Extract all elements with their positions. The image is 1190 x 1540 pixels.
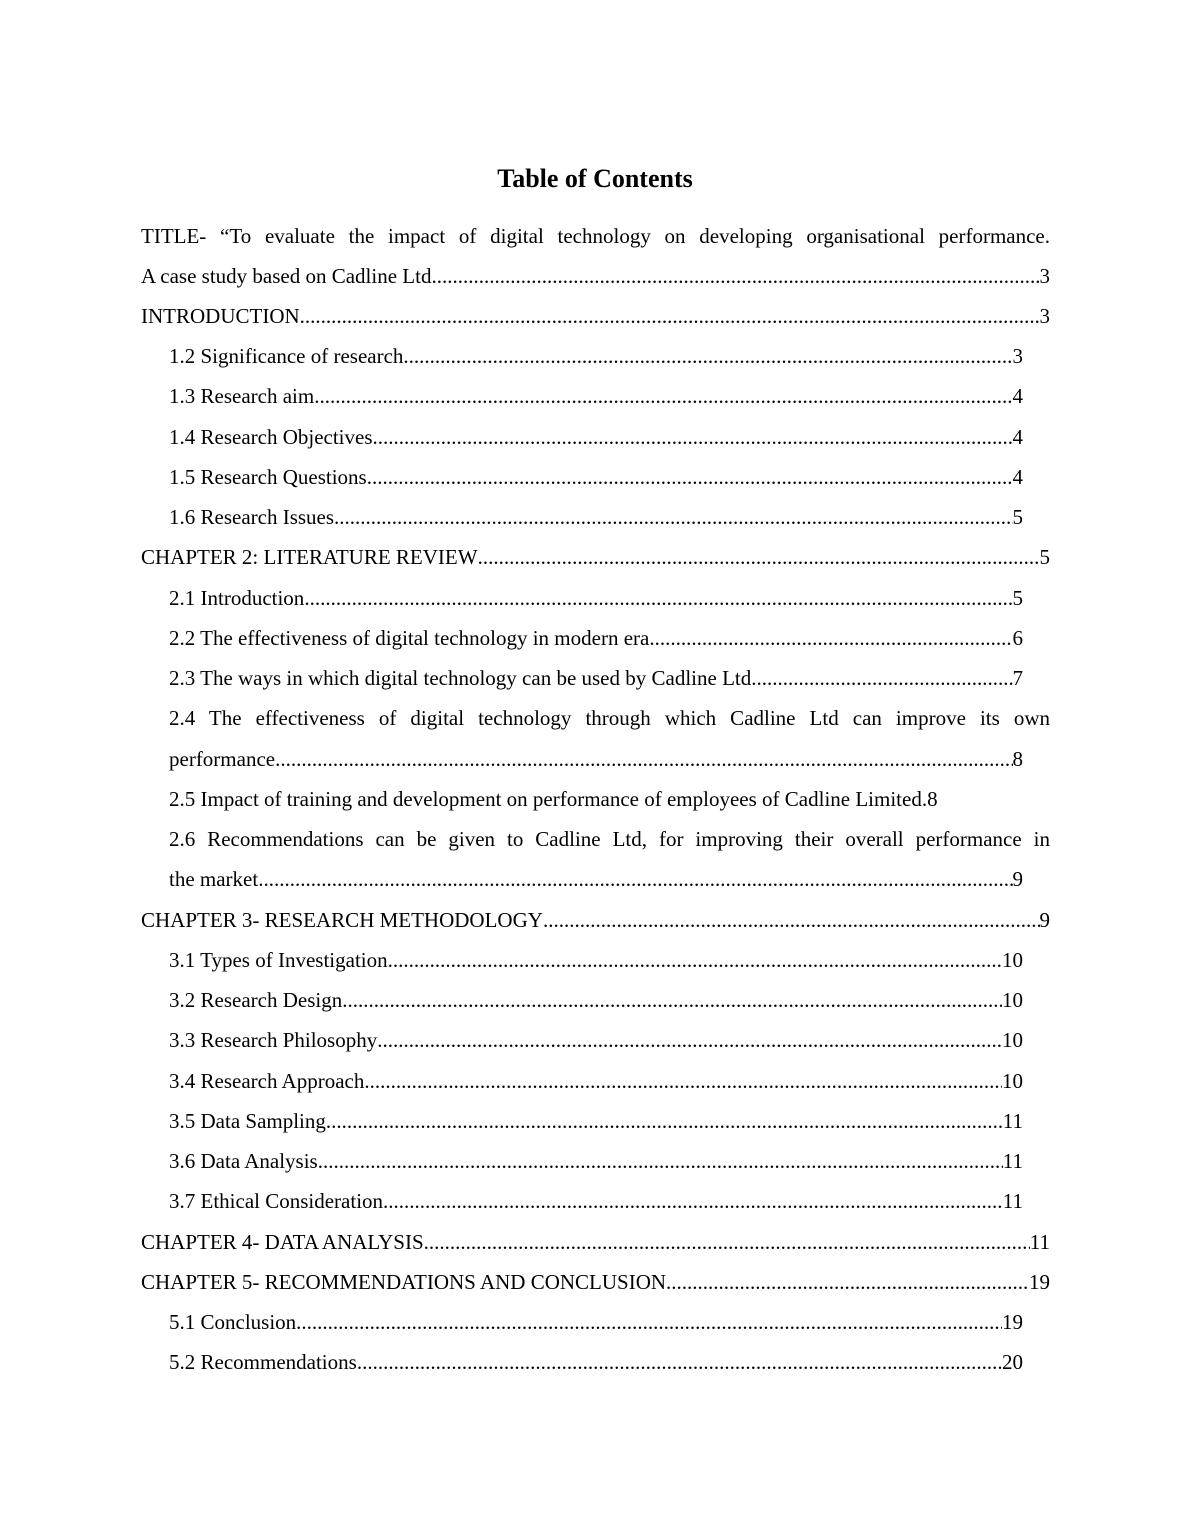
toc-page-number: 3 bbox=[1012, 344, 1023, 368]
toc-leader-dots bbox=[326, 1106, 1003, 1136]
toc-leader-dots bbox=[318, 1146, 1003, 1176]
toc-page-number: 19 bbox=[1002, 1310, 1023, 1334]
toc-entry-text: 5.1 Conclusion bbox=[169, 1310, 297, 1334]
toc-page-number: 20 bbox=[1002, 1350, 1023, 1374]
toc-page-number: 8 bbox=[927, 787, 938, 811]
toc-leader-dots bbox=[649, 623, 1012, 653]
toc-entry-text: 2.1 Introduction bbox=[169, 586, 305, 610]
toc-entry[interactable] bbox=[141, 261, 1050, 291]
toc-page-number: 10 bbox=[1002, 1028, 1023, 1052]
toc-page-number: 9 bbox=[1012, 867, 1023, 891]
toc-entry[interactable] bbox=[169, 1186, 1023, 1216]
toc-entry-text: 3.3 Research Philosophy bbox=[169, 1028, 378, 1052]
toc-entry[interactable] bbox=[141, 542, 1050, 572]
toc-leader-dots bbox=[300, 301, 1040, 331]
toc-page-number: 5 bbox=[1012, 586, 1023, 610]
toc-leader-dots bbox=[334, 502, 1012, 532]
toc-entry[interactable] bbox=[169, 1106, 1023, 1136]
toc-entry-line1: 2.4 The effectiveness of digital technology through which Cadline Ltd can improve its own bbox=[169, 706, 1050, 730]
toc-leader-dots bbox=[373, 422, 1013, 452]
toc-entry[interactable] bbox=[169, 744, 1023, 774]
toc-page-number: 3 bbox=[1039, 264, 1050, 288]
toc-entry[interactable] bbox=[169, 985, 1023, 1015]
toc-leader-dots bbox=[296, 1307, 1002, 1337]
toc-page-number: 8 bbox=[1012, 747, 1023, 771]
toc-leader-dots bbox=[314, 381, 1012, 411]
toc-page-number: 4 bbox=[1012, 465, 1023, 489]
toc-page-number: 11 bbox=[1002, 1109, 1023, 1133]
toc-entry-text: 2.2 The effectiveness of digital technology in modern era bbox=[169, 626, 650, 650]
toc-entry-text: CHAPTER 2: LITERATURE REVIEW bbox=[141, 545, 478, 569]
toc-page-number: 7 bbox=[1012, 666, 1023, 690]
toc-leader-dots bbox=[666, 1267, 1029, 1297]
toc-leader-dots bbox=[478, 542, 1040, 572]
toc-title: Table of Contents bbox=[497, 164, 693, 193]
toc-entry[interactable] bbox=[169, 623, 1023, 653]
toc-leader-dots bbox=[377, 1025, 1002, 1055]
toc-page-number: 19 bbox=[1029, 1270, 1050, 1294]
toc-entry-text: 1.3 Research aim bbox=[169, 384, 315, 408]
toc-entry-text: 1.5 Research Questions bbox=[169, 465, 367, 489]
toc-page-number: 10 bbox=[1002, 988, 1023, 1012]
toc-leader-dots bbox=[342, 985, 1002, 1015]
toc-leader-dots bbox=[424, 1227, 1030, 1257]
toc-entry-title-line1: TITLE- “To evaluate the impact of digital technology on developing organisational performance. bbox=[141, 224, 1050, 248]
toc-entry-text: 2.5 Impact of training and development on performance of employees of Cadline Limited. bbox=[169, 787, 928, 811]
toc-entry[interactable] bbox=[169, 381, 1023, 411]
toc-page-number: 11 bbox=[1002, 1149, 1023, 1173]
toc-leader-dots bbox=[367, 462, 1013, 492]
toc-leader-dots bbox=[304, 583, 1012, 613]
toc-page-number: 10 bbox=[1002, 948, 1023, 972]
toc-page-number: 3 bbox=[1039, 304, 1050, 328]
toc-entry[interactable] bbox=[169, 1347, 1023, 1377]
toc-entry-text: INTRODUCTION bbox=[141, 304, 300, 328]
toc-entry-text: 3.4 Research Approach bbox=[169, 1069, 365, 1093]
toc-entry-text: 3.5 Data Sampling bbox=[169, 1109, 326, 1133]
toc-entry[interactable] bbox=[141, 905, 1050, 935]
toc-entry-text: CHAPTER 3- RESEARCH METHODOLOGY bbox=[141, 908, 543, 932]
toc-entry-text: 3.7 Ethical Consideration bbox=[169, 1189, 384, 1213]
toc-leader-dots bbox=[431, 261, 1039, 291]
toc-leader-dots bbox=[388, 945, 1002, 975]
toc-page-number: 5 bbox=[1039, 545, 1050, 569]
toc-entry[interactable] bbox=[169, 1025, 1023, 1055]
toc-page-number: 4 bbox=[1012, 384, 1023, 408]
toc-leader-dots bbox=[364, 1066, 1002, 1096]
toc-entry-text: A case study based on Cadline Ltd bbox=[141, 264, 432, 288]
toc-page-number: 6 bbox=[1012, 626, 1023, 650]
toc-entry[interactable] bbox=[169, 1307, 1023, 1337]
toc-entry[interactable] bbox=[169, 502, 1023, 532]
toc-entry[interactable] bbox=[169, 422, 1023, 452]
toc-entry-text: 3.6 Data Analysis bbox=[169, 1149, 318, 1173]
toc-entry[interactable] bbox=[169, 784, 1023, 814]
toc-entry-line1: 2.6 Recommendations can be given to Cadline Ltd, for improving their overall performance in bbox=[169, 827, 1050, 851]
toc-entry[interactable] bbox=[169, 1146, 1023, 1176]
toc-leader-dots bbox=[357, 1347, 1002, 1377]
toc-entry[interactable] bbox=[141, 301, 1050, 331]
toc-entry[interactable] bbox=[169, 864, 1023, 894]
toc-entry[interactable] bbox=[141, 1227, 1050, 1257]
toc-entry[interactable] bbox=[169, 462, 1023, 492]
toc-entry-text: 3.1 Types of Investigation bbox=[169, 948, 388, 972]
toc-leader-dots bbox=[275, 744, 1012, 774]
toc-entry[interactable] bbox=[169, 583, 1023, 613]
toc-page-number: 4 bbox=[1012, 425, 1023, 449]
toc-leader-dots bbox=[751, 663, 1012, 693]
toc-leader-dots bbox=[543, 905, 1040, 935]
toc-entry-text: 1.4 Research Objectives bbox=[169, 425, 373, 449]
toc-entry-text: 2.3 The ways in which digital technology can be used by Cadline Ltd bbox=[169, 666, 752, 690]
toc-entry[interactable] bbox=[169, 1066, 1023, 1096]
toc-leader-dots bbox=[383, 1186, 1003, 1216]
toc-page-number: 11 bbox=[1002, 1189, 1023, 1213]
toc-entry[interactable] bbox=[169, 341, 1023, 371]
toc-entry-text: 5.2 Recommendations bbox=[169, 1350, 357, 1374]
toc-entry-text: CHAPTER 5- RECOMMENDATIONS AND CONCLUSION bbox=[141, 1270, 667, 1294]
toc-page-number: 9 bbox=[1039, 908, 1050, 932]
toc-leader-dots bbox=[403, 341, 1012, 371]
toc-page-number: 10 bbox=[1002, 1069, 1023, 1093]
toc-entry-text: 1.2 Significance of research bbox=[169, 344, 404, 368]
toc-leader-dots bbox=[258, 864, 1012, 894]
toc-entry[interactable] bbox=[141, 1267, 1050, 1297]
toc-entry-text: the market bbox=[169, 867, 259, 891]
toc-entry-text: performance bbox=[169, 747, 276, 771]
toc-entry-text: 1.6 Research Issues bbox=[169, 505, 335, 529]
toc-entry-text: 3.2 Research Design bbox=[169, 988, 343, 1012]
toc-entry-text: CHAPTER 4- DATA ANALYSIS bbox=[141, 1230, 424, 1254]
toc-entry[interactable] bbox=[169, 663, 1023, 693]
toc-entry[interactable] bbox=[169, 945, 1023, 975]
toc-page-number: 5 bbox=[1012, 505, 1023, 529]
toc-page-number: 11 bbox=[1029, 1230, 1050, 1254]
